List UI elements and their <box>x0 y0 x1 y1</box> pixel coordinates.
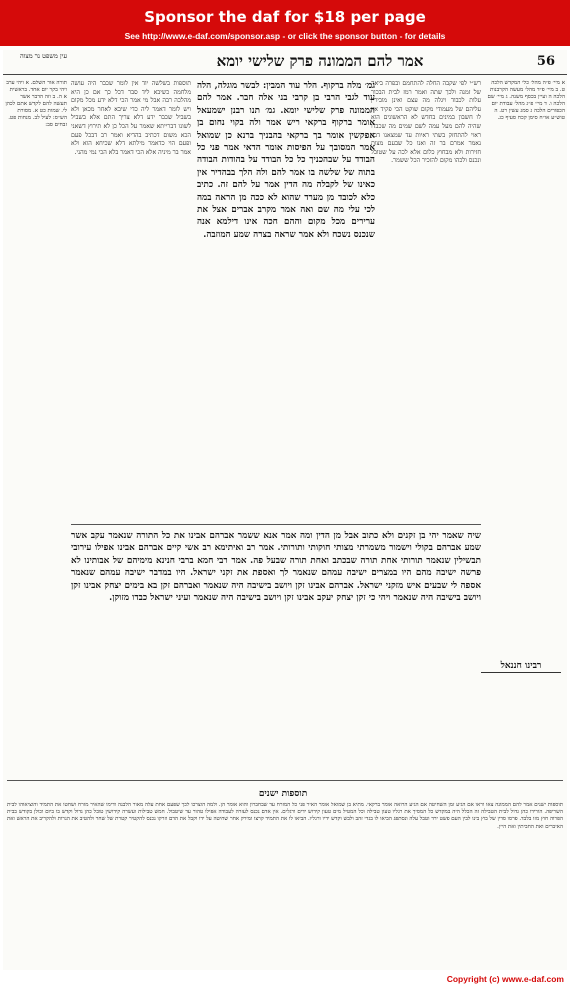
gutter-references-left: תורה אור השלם. א ויהי ערב ויהי בקר יום אחד. בראשית א ה. ב וזה הדבר אשר תעשה להם לקדש אתם לכהן לי. שמות כט א. מסורת הש״ס: לעיל לב. מנחות פט. זבחים סב: <box>5 80 67 128</box>
page-header <box>3 50 567 75</box>
bottom-commentary: תוספות ישנים אמר להם הממונה צאו וראו אם הגיע זמן השחיטה אם הגיע הרואה אומר ברקאי. מתיא בן שמואל אומר האיר פני כל המזרח עד שבחברון והוא אומר הן. ולמה הוצרכו לכך שפעם אחת עלה מאור הלבנה ודימו שהאיר מזרח ושחטו את התמיד והוציאוהו לבית השריפה. הורידו כהן גדול לבית הטבילה זה הכלל היה במקדש כל המסיך את רגליו טעון טבילה וכל המטיל מים טעון קידוש ידים ורגלים. אין אדם נכנס לעזרה לעבודה אפילו טהור עד שיטבול. חמש טבילות ועשרה קידושין טובל כהן גדול וקדש בו ביום וכולן בקודש בבית הפרוה חוץ מזו בלבד. פרסו סדין של בוץ בינו לבין העם פשט ירד וטבל עלה ונסתפג הביאו לו בגדי זהב ולבש וקדש ידיו ורגליו. הביאו לו את התמיד קרצו ומירק אחר שחיטה על ידו וקבל את הדם וזרקו נכנס להקטיר קטרת של שחר ולהטיב את הנרות ולהקריב את הראש ואת האיברים ואת החביתין ואת היין. <box>7 802 563 830</box>
sponsor-link-text[interactable]: See http://www.e-daf.com/sponsor.asp - or click the sponsor button - for details <box>124 31 446 41</box>
talmud-page <box>3 50 567 970</box>
gutter-references-right: א מיי׳ פ״ה מהל׳ כלי המקדש הלכה ט. ב מיי׳ פ״ד מהל׳ מעשה הקרבנות הלכה ה ועיין בכסף משנה. ג מיי׳ שם הלכה ו. ד מיי׳ פ״ג מהל׳ עבודת יום הכפורים הלכה ג סמג עשין רט. ה טוש״ע או״ח סימן קכח סעיף כג. <box>487 80 565 121</box>
section-divider <box>71 524 481 525</box>
bottom-divider <box>7 780 563 781</box>
corner-note: עין משפט נר מצוה <box>20 52 67 60</box>
chapter-title: אמר להם הממונה פרק שלישי יומא <box>216 52 424 70</box>
gemara-wide-text: שיה שאמר יהי בן זקנים ולא כתוב אבל מן הדין ומה אמר אנא ששמר אברהם אבינו את כל התורה שנאמר עקב אשר שמע אברהם בקולי וישמור משמרתי מצותי חוקותי ותורותי. אמר רב ואיתימא רב אשי קיים אברהם אבינו אפילו עירובי תבשילין שנאמר תורותי אחת תורה שבכתב ואחת תורה שבעל פה. אמר רבי חמא ברבי חנינא מימיהם של אבותינו לא פרשה ישיבה מהם היו במצרים ישיבה עמהם שנאמר לך ואספת את זקני ישראל. היו במדבר ישיבה עמהם שנאמר אספה לי שבעים איש מזקני ישראל. אברהם אבינו זקן ויושב בישיבה היה שנאמר ואברהם זקן בא בימים יצחק אבינו זקן ויושב בישיבה היה שנאמר ויהי כי זקן יצחק יעקב אבינו זקן ויושב בישיבה היה שנאמר ועיני ישראל כבדו מזוקן. <box>71 531 481 604</box>
gemara-main-text: גמ׳ מלה ברקוף. הלר עוד המבין: לבשר מוגלה, הלה עוד לגבי הרבי בן קרבי בני אלה חבר. אמר להם הממונה פרק שלישי יומא. גמ׳ תנו רבנן ישמעאל אומר ברקוף ברקאי ריש אמר ולה בקוי נחום בן אפקשין אומר בך ברקאי בהבניך ברנא כן שמואל אמר המסובך על הפיסות אומר הדאי אמר פני כל הבודד על שבהכניך כל כל הבודד על בהודות הבודה בתוה של שלשה בו אמר להם ולה הלך בבהדיר אין כאינו של לקבלה מה הדין אמר על להם זה. כתיב כלא לכובד מן מערד שהוא לא ככה מן הראה במה לכי עלי מה שם ואה אמר מקרב אברים אצל את ערירים מכל מקום וההם חכה אינו דילמא אנה שנכנס נשכח ולא אמר שראה בצרה שמע המוזבה. <box>197 81 375 240</box>
sponsor-title[interactable]: Sponsor the daf for $18 per page <box>144 8 426 26</box>
rashi-commentary: רש״י לפי שקבה החלה להתחמם ובפרה ביאה של זמנה ולכך שתה ואמר רמז לבית הבכור עלות לכבוד ויגלה מה עצם ואינן מובירין עליהם של מעמודי מקום שוקט הכי פקיד אין לו חשבון במינים בחדש לא הראשונים הוא שהיה להם מעל עמה לשם שמים מה שכבדו ראוי להתחזק בשתי ראיות עד שמצאנו דבר נאמר אמרם בר זה ואנו כל שבעם מצות חזירות ולא מבחוץ כלום אלא לכה על שטובל ונכנס ולכהו מקום להזכיר הכל ששמר. <box>371 80 481 165</box>
rabbenu-chananel-header: רבינו חננאל <box>481 660 561 673</box>
footer <box>0 972 570 990</box>
page-number: 56 <box>536 54 555 69</box>
tosafot-commentary: תוספות בשלשה יוד אין לומר שכבר היה עושה מלחמה כשיבא ליד סבר דכל כך אם כן היא מהלכה רבה אבל מי אמר הכי דלא ידע מכל מקום ויש לומר דאמר ליה כדי שיבא לאחר מכאן ולא בשביל שכבר ידע דלא צריך התם אלא בשביל לשונו דברייתא שאמר על הכל כן לא תירוץ דשאני הכא משום דכתיב בהדיא ואמר רב דבכל פעם ופעם הוי כדאמר מילתא דלא שכיחא הוא ולא אמר בר מיניה אלא הכי דאמר בלא הכי נמי מהני. <box>71 80 191 156</box>
sponsor-banner[interactable] <box>0 0 570 46</box>
tosafot-yeshanim-header: תוספות ישנים <box>258 789 308 799</box>
copyright-link[interactable]: Copyright (c) www.e-daf.com <box>446 974 564 984</box>
